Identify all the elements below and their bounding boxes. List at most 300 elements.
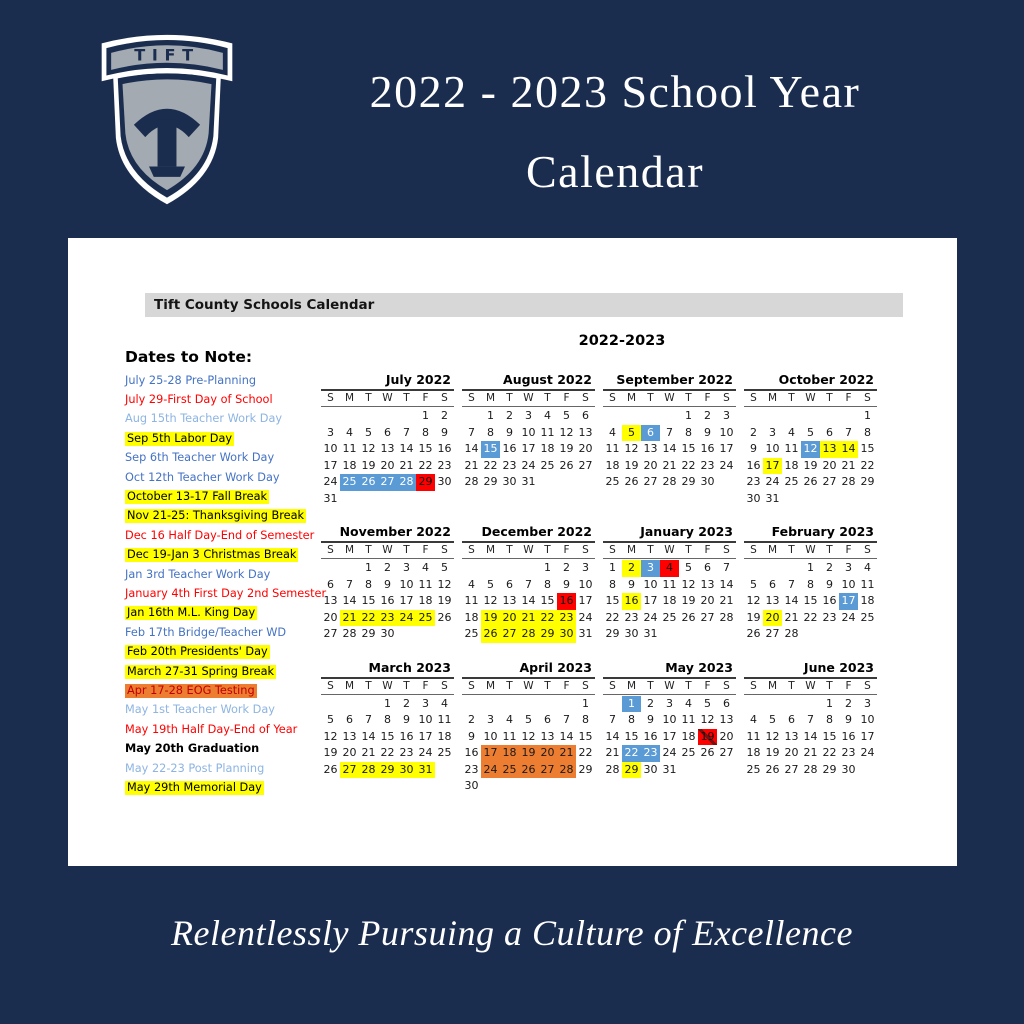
day-cell: 22 [860,458,875,472]
day-cell: 31 [643,627,658,640]
day-cell: 13 [820,441,839,458]
day-cell: 3 [666,696,673,710]
empty-cell [462,560,481,577]
day-cell: 14 [559,729,574,743]
day-cell: 3 [641,560,660,577]
weekday-letter: T [826,544,833,556]
day-cell: 19 [361,458,376,472]
day-cell: 21 [464,458,479,472]
day-cell: 8 [487,425,494,439]
day-cell: 15 [481,441,500,458]
day-cell: 11 [784,442,799,455]
weekday-letter: T [788,679,795,692]
day-cell: 27 [719,746,734,759]
day-cell: 5 [704,696,711,710]
weekday-letter: S [468,392,475,404]
day-cell: 27 [378,474,397,491]
weekday-letter: M [767,392,778,404]
empty-cell [763,408,782,425]
weekday-letter: T [826,392,833,404]
day-cell: 13 [323,594,338,607]
day-cell: 28 [397,474,416,491]
day-cell: 10 [643,577,658,591]
empty-cell [340,560,359,577]
day-cell: 10 [860,713,875,726]
weekday-header [744,543,877,559]
empty-cell [603,696,622,713]
month-february-2023 [744,524,877,643]
day-cell: 8 [365,577,372,591]
weekday-letter: T [647,679,654,692]
weekday-header [462,679,595,695]
day-cell: 17 [578,594,593,607]
day-cell: 28 [719,610,734,624]
empty-cell [622,408,641,425]
weekday-letter: S [723,392,730,404]
day-cell: 1 [864,409,871,422]
weekday-letter: F [704,679,711,692]
weekday-letter: S [864,392,871,404]
day-cell: 11 [746,729,761,743]
month-title: February 2023 [744,524,877,543]
empty-cell [744,560,763,577]
weekday-letter: F [704,544,711,556]
month-days [744,695,877,779]
day-cell: 28 [464,475,479,488]
note-text: Sep 6th Teacher Work Day [125,451,275,465]
empty-cell [500,696,519,713]
day-cell: 1 [807,561,814,574]
note-text: Jan 3rd Teacher Work Day [125,567,271,581]
day-cell: 9 [750,442,757,455]
weekday-header [321,543,454,559]
weekday-letter: M [767,679,778,692]
day-cell: 21 [361,746,376,759]
day-cell: 30 [643,762,658,776]
day-cell: 22 [803,610,818,624]
day-cell: 7 [666,425,673,439]
day-cell: 24 [662,746,677,759]
day-cell: 14 [342,594,357,607]
day-cell: 12 [483,594,498,607]
weekday-letter: S [441,544,448,556]
day-cell: 3 [525,409,532,422]
day-cell: 3 [327,425,334,439]
day-cell: 20 [578,442,593,455]
note-text: March 27-31 Spring Break [127,664,275,678]
day-cell: 23 [641,745,660,762]
month-days [603,695,736,779]
day-cell: 29 [578,762,593,776]
day-cell: 4 [441,696,448,710]
day-cell: 5 [769,713,776,726]
weekday-letter: S [609,392,616,404]
weekday-letter: F [845,544,852,556]
note-text: January 4th First Day 2nd Semester [125,586,327,600]
weekday-header [321,391,454,407]
weekday-letter: W [664,679,675,692]
day-cell: 28 [662,475,677,488]
day-cell: 16 [399,729,414,743]
day-cell: 23 [700,458,715,472]
day-cell: 6 [788,713,795,726]
weekday-letter: S [609,544,616,556]
empty-cell [462,408,481,425]
day-cell: 19 [519,745,538,762]
day-cell: 24 [418,746,433,759]
day-cell: 19 [559,442,574,455]
day-cell: 30 [464,779,479,792]
day-cell: 17 [763,458,782,475]
day-cell: 9 [704,425,711,439]
day-cell: 4 [468,577,475,591]
weekday-letter: T [365,544,372,556]
day-cell: 2 [826,561,833,574]
weekday-letter: F [422,392,429,404]
day-cell: 26 [559,458,574,472]
day-cell: 1 [622,696,641,713]
weekday-letter: M [767,544,778,556]
weekday-letter: W [382,679,393,692]
day-cell: 25 [500,762,519,779]
day-cell: 11 [605,442,620,455]
weekday-letter: W [664,544,675,556]
weekday-letter: S [750,544,757,556]
day-cell: 11 [681,713,696,726]
day-cell: 18 [605,458,620,472]
day-cell: 11 [342,442,357,455]
day-cell: 14 [784,594,799,607]
empty-cell [839,408,858,425]
day-cell: 21 [784,610,799,624]
day-cell: 29 [622,762,641,779]
day-cell: 26 [323,762,338,776]
day-cell: 20 [323,610,338,624]
day-cell: 19 [481,610,500,627]
weekday-letter: T [685,392,692,404]
day-cell: 8 [628,713,635,726]
day-cell: 8 [807,577,814,591]
month-days [462,695,595,795]
day-cell: 4 [788,425,795,439]
day-cell: 17 [399,594,414,607]
day-cell: 13 [342,729,357,743]
weekday-letter: M [485,679,496,692]
day-cell: 14 [719,577,734,591]
day-cell: 12 [323,729,338,743]
day-cell: 26 [519,762,538,779]
day-cell: 9 [563,577,570,591]
empty-cell [782,696,801,713]
day-cell: 18 [437,729,452,743]
day-cell: 20 [763,610,782,627]
weekday-letter: S [864,544,871,556]
day-cell: 3 [769,425,776,439]
day-cell: 30 [380,627,395,640]
weekday-letter: T [403,392,410,404]
day-cell: 6 [582,409,589,422]
day-cell: 16 [700,442,715,455]
weekday-letter: S [723,679,730,692]
day-cell: 31 [662,762,677,776]
day-cell: 25 [662,610,677,624]
month-title: May 2023 [603,660,736,679]
note-text: May 1st Teacher Work Day [125,703,275,717]
day-cell: 10 [662,713,677,726]
year-label: 2022-2023 [578,333,666,349]
month-title: April 2023 [462,660,595,679]
day-cell: 5 [622,425,641,442]
weekday-letter: M [485,392,496,404]
day-cell: 6 [506,577,513,591]
weekday-letter: S [468,679,475,692]
weekday-letter: S [723,544,730,556]
day-cell: 12 [765,729,780,743]
day-cell: 8 [422,425,429,439]
day-cell: 2 [506,409,513,422]
tagline: Relentlessly Pursuing a Culture of Excellence [171,913,853,953]
weekday-letter: M [626,544,637,556]
day-cell: 16 [841,729,856,743]
day-cell: 15 [361,594,376,607]
day-cell: 15 [540,594,555,607]
day-cell: 27 [323,627,338,640]
day-cell: 14 [803,729,818,743]
weekday-letter: S [750,392,757,404]
day-cell: 3 [582,561,589,574]
weekday-letter: F [422,679,429,692]
day-cell: 2 [384,561,391,574]
day-cell: 2 [750,425,757,439]
month-january-2023 [603,524,736,643]
month-days [462,559,595,643]
day-cell: 10 [483,729,498,743]
logo-text: TIFT [134,45,200,65]
empty-cell [744,696,763,713]
day-cell: 10 [578,577,593,591]
day-cell: 27 [765,627,780,640]
month-may-2023 [603,660,736,795]
weekday-letter: T [544,679,551,692]
day-cell: 21 [719,594,734,607]
day-cell: 20 [380,458,395,472]
day-cell: 1 [365,561,372,574]
day-cell: 4 [864,561,871,574]
day-cell: 4 [346,425,353,439]
day-cell: 10 [399,577,414,591]
day-cell: 25 [437,746,452,759]
month-days [321,407,454,507]
empty-cell [782,408,801,425]
weekday-letter: T [506,679,513,692]
day-cell: 12 [746,594,761,607]
month-days [462,407,595,491]
month-days [321,559,454,643]
empty-cell [321,696,340,713]
day-cell: 7 [403,425,410,439]
day-cell: 13 [380,442,395,455]
day-cell: 6 [769,577,776,591]
day-cell: 17 [481,745,500,762]
note-text: July 29-First Day of School [125,393,273,407]
day-cell: 7 [563,713,570,726]
month-title: July 2022 [321,372,454,391]
day-cell: 18 [860,594,875,607]
day-cell: 12 [559,425,574,439]
day-cell: 13 [578,425,593,439]
day-cell: 24 [719,458,734,472]
day-cell: 10 [719,425,734,439]
day-cell: 18 [681,729,696,743]
day-cell: 12 [624,442,639,455]
day-cell: 20 [822,458,837,472]
day-cell: 29 [378,762,397,779]
day-cell: 31 [521,475,536,488]
month-title: September 2022 [603,372,736,391]
weekday-letter: W [523,392,534,404]
weekday-letter: T [544,544,551,556]
day-cell: 1 [384,696,391,710]
day-cell: 14 [521,594,536,607]
day-cell: 15 [860,442,875,455]
weekday-letter: M [626,392,637,404]
empty-cell [378,408,397,425]
day-cell: 29 [483,475,498,488]
day-cell: 25 [464,627,479,640]
empty-cell [519,696,538,713]
day-cell: 4 [750,713,757,726]
day-cell: 3 [864,696,871,710]
day-cell: 3 [845,561,852,574]
day-cell: 22 [483,458,498,472]
weekday-letter: T [826,679,833,692]
day-cell: 28 [841,475,856,488]
weekday-letter: S [864,679,871,692]
day-cell: 5 [685,561,692,574]
day-cell: 12 [681,577,696,591]
empty-cell [801,696,820,713]
weekday-header [744,391,877,407]
day-cell: 24 [521,458,536,472]
day-cell: 10 [765,442,780,455]
day-cell: 27 [500,626,519,643]
day-cell: 24 [841,610,856,624]
day-cell: 14 [605,729,620,743]
note-text: Aug 15th Teacher Work Day [125,412,283,426]
day-cell: 12 [361,442,376,455]
day-cell: 5 [807,425,814,439]
month-title: June 2023 [744,660,877,679]
day-cell: 22 [605,610,620,624]
month-days [744,407,877,507]
day-cell: 2 [403,696,410,710]
day-cell: 10 [841,577,856,591]
weekday-letter: T [685,679,692,692]
weekday-letter: S [609,679,616,692]
day-cell: 13 [643,442,658,455]
day-cell: 20 [719,729,734,743]
day-cell: 8 [864,425,871,439]
empty-cell [397,408,416,425]
day-cell: 13 [765,594,780,607]
day-cell: 7 [845,425,852,439]
day-cell: 6 [544,713,551,726]
weekday-header [603,679,736,695]
day-cell: 25 [784,475,799,488]
day-cell: 1 [544,561,551,574]
day-cell: 21 [340,610,359,627]
day-cell: 5 [487,577,494,591]
empty-cell [340,408,359,425]
page-title-line1: 2022 - 2023 School Year [369,66,861,117]
day-cell: 18 [500,745,519,762]
day-cell: 27 [822,475,837,488]
day-cell: 7 [365,713,372,726]
weekday-letter: T [685,544,692,556]
day-cell: 25 [540,458,555,472]
day-cell: 19 [681,594,696,607]
day-cell: 17 [719,442,734,455]
day-cell: 27 [578,458,593,472]
weekday-letter: W [382,392,393,404]
day-cell: 15 [605,594,620,607]
day-cell: 31 [323,491,338,505]
day-cell: 23 [502,458,517,472]
day-cell: 30 [397,762,416,779]
day-cell: 23 [841,746,856,759]
weekday-letter: M [344,544,355,556]
day-cell: 8 [544,577,551,591]
weekday-letter: F [563,679,570,692]
day-cell: 30 [841,762,856,776]
day-cell: 17 [839,593,858,610]
day-cell: 10 [323,442,338,455]
weekday-letter: T [403,679,410,692]
day-cell: 28 [784,627,799,640]
day-cell: 13 [540,729,555,743]
note-text: Sep 5th Labor Day [127,431,233,445]
day-cell: 13 [784,729,799,743]
empty-cell [321,408,340,425]
day-cell: 11 [418,577,433,591]
day-cell: 19 [803,458,818,472]
day-cell: 21 [803,746,818,759]
day-cell: 29 [605,627,620,640]
empty-cell [359,408,378,425]
weekday-header [462,391,595,407]
month-title: March 2023 [321,660,454,679]
day-cell: 23 [624,610,639,624]
empty-cell [801,408,820,425]
day-cell: 7 [346,577,353,591]
month-title: January 2023 [603,524,736,543]
day-cell: 25 [605,475,620,488]
day-cell: 17 [521,442,536,455]
day-cell: 9 [384,577,391,591]
weekday-header [462,543,595,559]
day-cell: 11 [860,577,875,591]
empty-cell [641,408,660,425]
day-cell: 21 [662,458,677,472]
day-cell: 28 [342,627,357,640]
day-cell: 20 [538,745,557,762]
day-cell: 4 [506,713,513,726]
day-cell: 19 [437,594,452,607]
day-cell: 2 [704,409,711,422]
day-cell: 26 [681,610,696,624]
day-cell: 14 [839,441,858,458]
note-text: May 29th Memorial Day [127,780,262,794]
